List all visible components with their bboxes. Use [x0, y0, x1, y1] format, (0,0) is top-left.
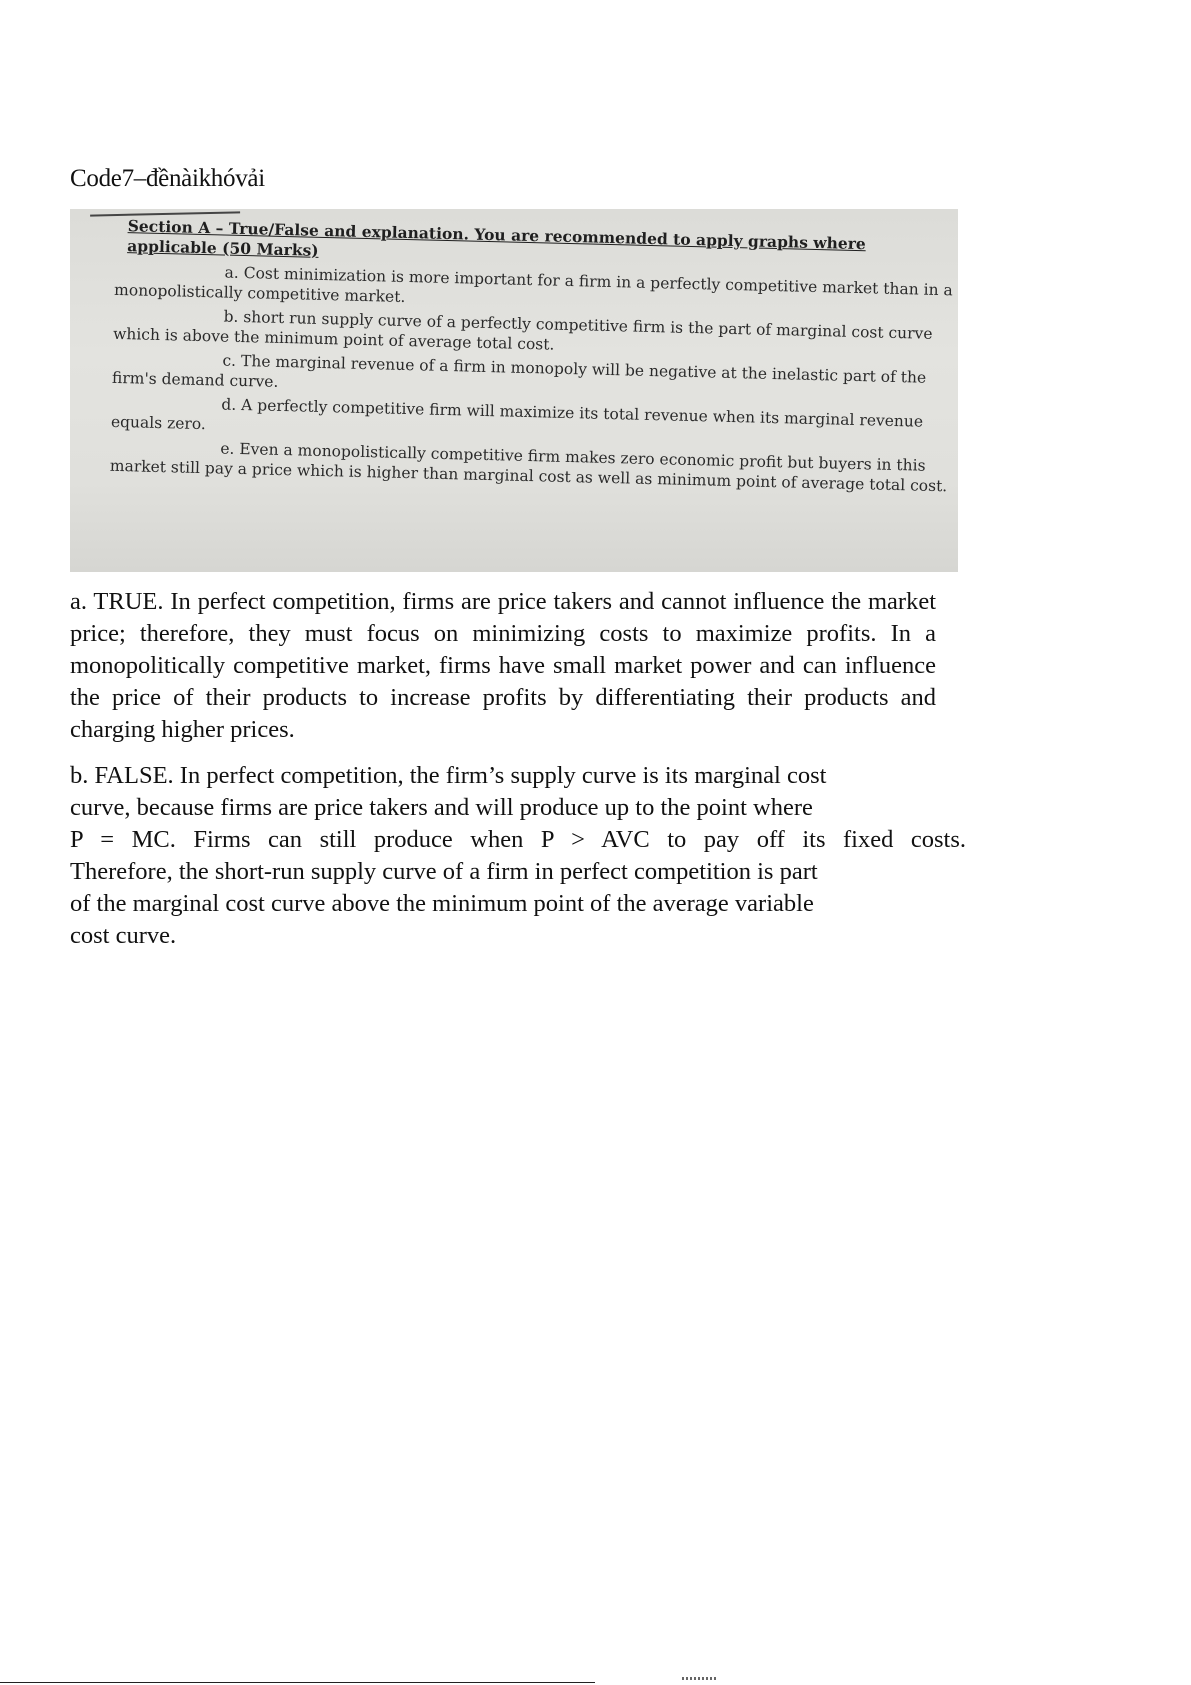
answer-b-line: P = MC. Firms can still produce when P > AVC to pay off its fixed costs.	[70, 826, 966, 853]
answer-b-line: curve, because firms are price takers and will produce up to the point where	[70, 794, 813, 821]
answer-b-paragraph	[70, 760, 970, 952]
answer-b-line: cost curve.	[70, 922, 177, 949]
question-item-c: c. The marginal revenue of a firm in monopoly will be negative at the inelastic part of the firm's demand curve.	[111, 351, 927, 391]
answer-b-line: b. FALSE. In perfect competition, the firm’s supply curve is its marginal cost	[70, 762, 827, 789]
answer-a-paragraph: a. TRUE. In perfect competition, firms are price takers and cannot influence the market price; therefore, they must focus on minimizing costs to maximize profits. In a monopolitically competitive market, firms have small market power and can influence the price of their products to increase profits by differentiating their products and charging higher prices.	[70, 588, 936, 743]
footer-mark	[682, 1677, 716, 1680]
exam-question-photo	[70, 209, 958, 572]
question-item-d: d. A perfectly competitive firm will maximize its total revenue when its marginal revenue equals zero.	[110, 395, 924, 434]
photo-text-block	[74, 215, 958, 496]
document-title: Code7–đềnàikhóvải	[70, 165, 265, 192]
answer-b-line: of the marginal cost curve above the minimum point of the average variable	[70, 890, 814, 917]
question-item-b: b. short run supply curve of a perfectly competitive firm is the part of marginal cost curve which is above the minimum point of average total cost.	[112, 307, 933, 354]
answer-b-line: Therefore, the short-run supply curve of a firm in perfect competition is part	[70, 858, 818, 885]
question-item-a: a. Cost minimization is more important for a firm in a perfectly competitive market than in a monopolistically competitive market.	[113, 263, 953, 306]
section-heading: Section A – True/False and explanation. You are recommended to apply graphs where applicable (50 Marks)	[127, 216, 867, 260]
footer-rule	[0, 1682, 595, 1683]
question-item-e: e. Even a monopolistically competitive firm makes zero economic profit but buyers in this market still pay a price which is higher than marginal cost as well as minimum point of average total cost.	[109, 439, 948, 496]
